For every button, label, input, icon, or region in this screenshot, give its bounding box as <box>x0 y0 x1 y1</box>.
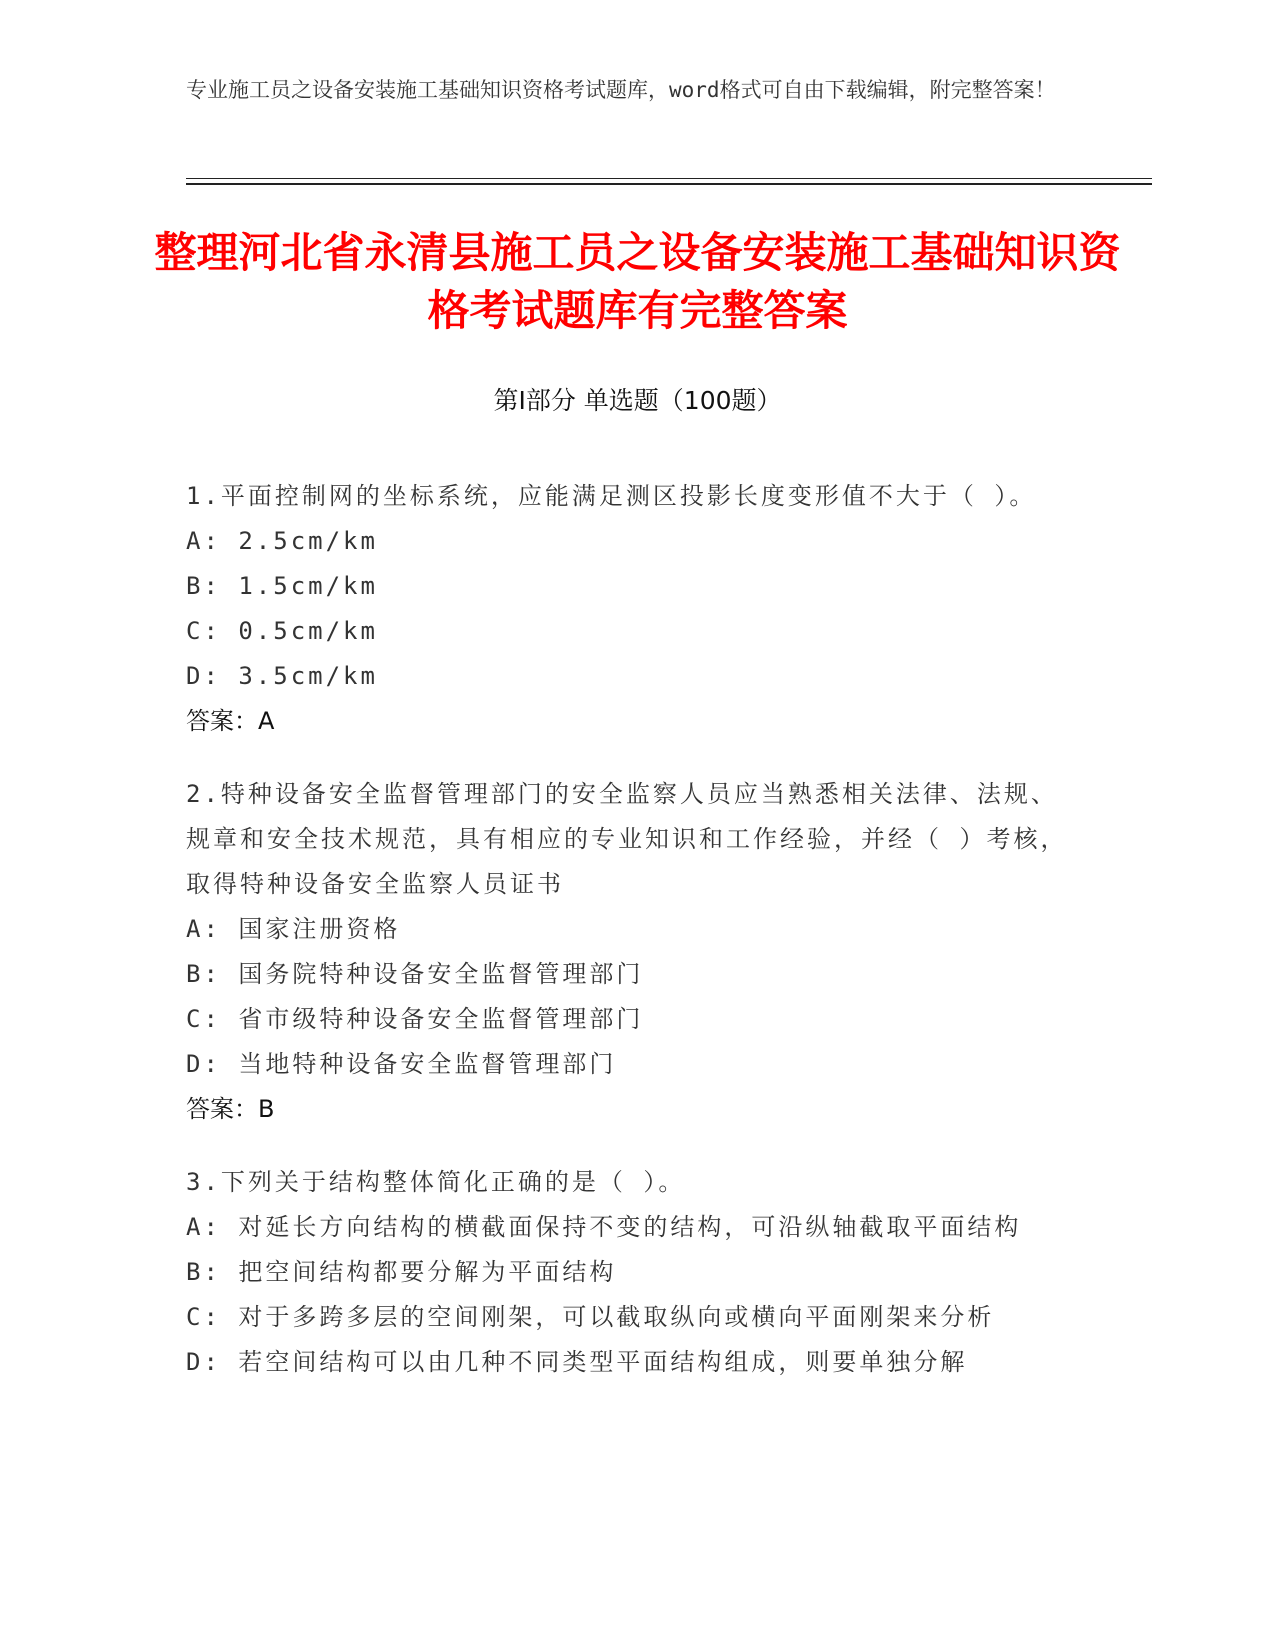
option-d: D: 若空间结构可以由几种不同类型平面结构组成，则要单独分解 <box>186 1348 968 1376</box>
option-b: B: 1.5cm/km <box>186 572 378 600</box>
question-stem: 3.下列关于结构整体简化正确的是（ ）。 <box>186 1168 686 1196</box>
question-stem: 1.平面控制网的坐标系统，应能满足测区投影长度变形值不大于（ ）。 <box>186 482 1037 510</box>
option-c: C: 对于多跨多层的空间刚架，可以截取纵向或横向平面刚架来分析 <box>186 1303 995 1331</box>
document-title: 整理河北省永清县施工员之设备安装施工基础知识资格考试题库有完整答案 <box>154 228 1121 335</box>
header-note: 专业施工员之设备安装施工基础知识资格考试题库，word格式可自由下载编辑，附完整答案！ <box>186 78 1056 102</box>
section-title: 第Ⅰ部分 单选题（100题） <box>493 386 782 415</box>
question-stem: 2.特种设备安全监督管理部门的安全监察人员应当熟悉相关法律、法规、规章和安全技术规范，具有相应的专业知识和工作经验，并经（ ）考核，取得特种设备安全监察人员证书 <box>186 780 1068 898</box>
question-1 <box>186 474 1076 744</box>
option-a: A: 2.5cm/km <box>186 527 378 555</box>
option-b: B: 国务院特种设备安全监督管理部门 <box>186 960 644 988</box>
header-divider-thin <box>186 178 1152 179</box>
option-a: A: 国家注册资格 <box>186 915 401 943</box>
answer: 答案：B <box>186 1095 275 1123</box>
option-c: C: 0.5cm/km <box>186 617 378 645</box>
option-b: B: 把空间结构都要分解为平面结构 <box>186 1258 617 1286</box>
option-c: C: 省市级特种设备安全监督管理部门 <box>186 1005 644 1033</box>
question-list <box>186 474 1076 1413</box>
header-divider-thick <box>186 183 1152 185</box>
question-3 <box>186 1160 1076 1385</box>
question-2 <box>186 772 1076 1132</box>
option-d: D: 3.5cm/km <box>186 662 378 690</box>
answer: 答案：A <box>186 707 275 735</box>
option-d: D: 当地特种设备安全监督管理部门 <box>186 1050 617 1078</box>
option-a: A: 对延长方向结构的横截面保持不变的结构，可沿纵轴截取平面结构 <box>186 1213 1022 1241</box>
